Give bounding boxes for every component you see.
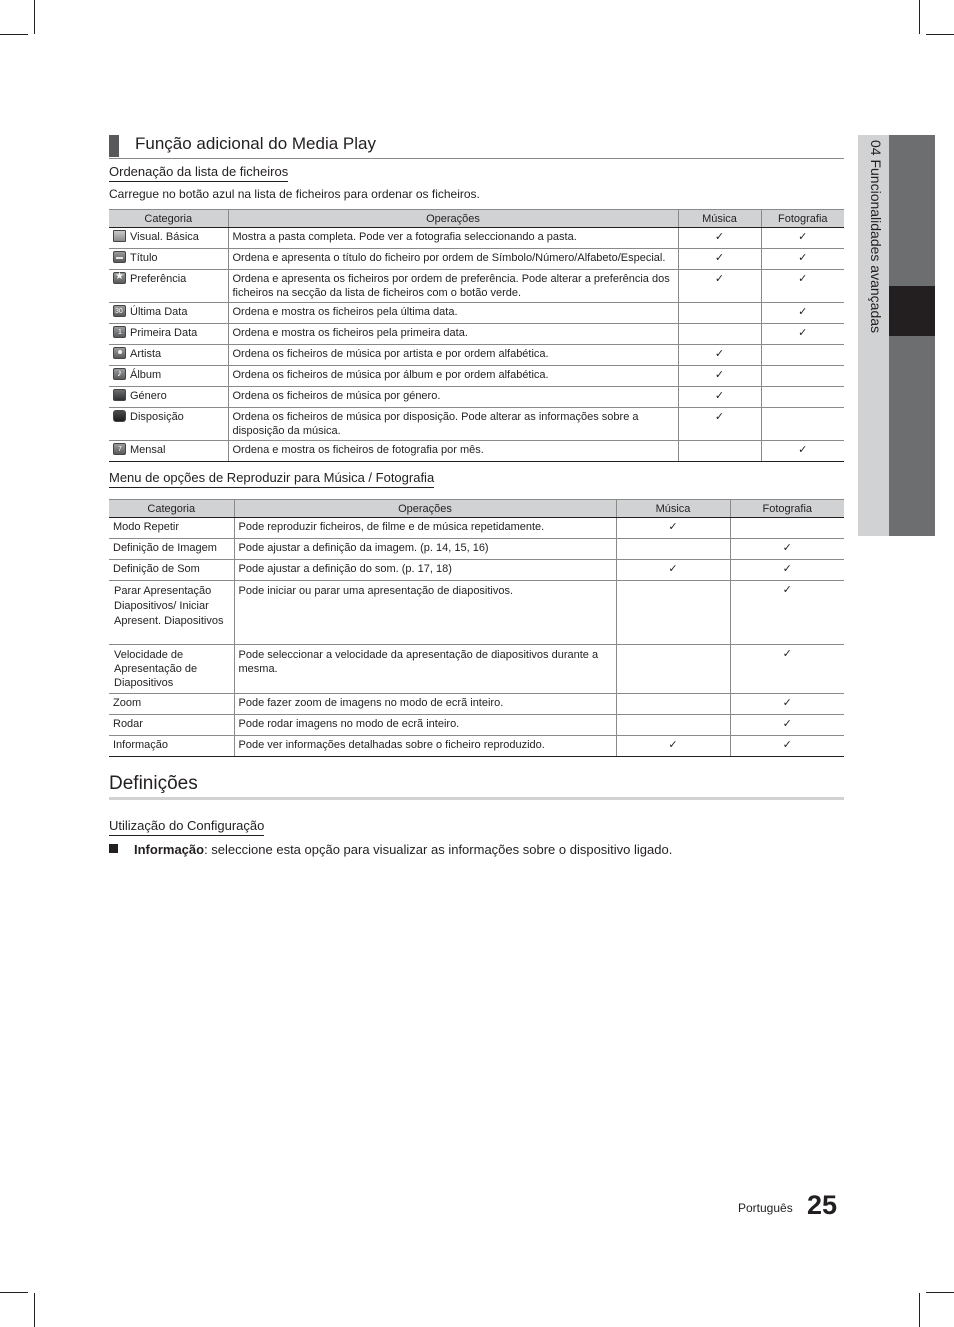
category-cell: Informação [109, 736, 234, 757]
table-row [109, 324, 844, 345]
operation-cell: Pode seleccionar a velocidade da apresentação de diapositivos durante a mesma. [234, 645, 616, 694]
category-label: Mensal [130, 444, 166, 456]
operation-cell: Ordena e apresenta o título do ficheiro por ordem de Símbolo/Número/Alfabeto/Especial. [228, 249, 678, 270]
photo-check: ✓ [730, 694, 844, 715]
folder-icon [113, 230, 126, 242]
table-header-row [109, 210, 844, 228]
music-check [616, 645, 730, 694]
operation-cell: Mostra a pasta completa. Pode ver a fotografia seleccionando a pasta. [228, 228, 678, 249]
title-icon [113, 251, 126, 263]
column-header: Música [616, 500, 730, 518]
table-row [109, 441, 844, 462]
category-label: Visual. Básica [130, 231, 199, 243]
photo-check [761, 387, 844, 408]
column-header: Categoria [109, 210, 228, 228]
crop-mark [919, 0, 920, 34]
category-cell [109, 366, 228, 387]
table-row [109, 387, 844, 408]
crop-mark [0, 1292, 28, 1293]
photo-check: ✓ [761, 228, 844, 249]
operation-cell: Ordena os ficheiros de música por artista e por ordem alfabética. [228, 345, 678, 366]
definitions-rule [109, 797, 844, 800]
category-cell: Zoom [109, 694, 234, 715]
table-header-row [109, 500, 844, 518]
category-label: Álbum [130, 369, 162, 381]
operation-cell: Ordena os ficheiros de música por disposição. Pode alterar as informações sobre a disposição da música. [228, 408, 678, 441]
photo-check: ✓ [730, 715, 844, 736]
music-check [678, 303, 761, 324]
sort-list-heading: Ordenação da lista de ficheiros [109, 164, 288, 182]
operation-cell: Ordena os ficheiros de música por género. [228, 387, 678, 408]
category-cell: Modo Repetir [109, 518, 234, 539]
music-check: ✓ [678, 270, 761, 303]
table-row [109, 408, 844, 441]
table-row [109, 228, 844, 249]
category-cell [109, 303, 228, 324]
genre-icon [113, 389, 126, 401]
crop-mark [34, 0, 35, 34]
table-row [109, 715, 844, 736]
category-label: Artista [130, 348, 162, 360]
category-cell: Rodar [109, 715, 234, 736]
table-row [109, 581, 844, 645]
photo-check: ✓ [730, 736, 844, 757]
column-header: Música [678, 210, 761, 228]
table-row [109, 560, 844, 581]
column-header: Categoria [109, 500, 234, 518]
category-label: Preferência [130, 273, 187, 285]
music-check [616, 715, 730, 736]
footer-language: Português [738, 1201, 793, 1215]
music-check: ✓ [678, 249, 761, 270]
category-cell [109, 345, 228, 366]
bullet-label: Informação [134, 842, 205, 857]
category-label: Género [130, 390, 167, 402]
crop-mark [0, 34, 28, 35]
music-check [616, 694, 730, 715]
category-cell: Parar Apresentação Diapositivos/ Iniciar Apresent. Diapositivos [109, 581, 234, 645]
category-cell [109, 324, 228, 345]
music-check: ✓ [678, 408, 761, 441]
operation-cell: Pode ajustar a definição da imagem. (p. 14, 15, 16) [234, 539, 616, 560]
category-label: Primeira Data [130, 327, 198, 339]
sort-list-intro: Carregue no botão azul na lista de ficheiros para ordenar os ficheiros. [109, 187, 480, 201]
column-header: Operações [234, 500, 616, 518]
operation-cell: Ordena os ficheiros de música por álbum e por ordem alfabética. [228, 366, 678, 387]
photo-check: ✓ [761, 249, 844, 270]
category-cell [109, 441, 228, 462]
category-cell [109, 270, 228, 303]
chapter-label: 04 Funcionalidades avançadas [868, 140, 884, 334]
calendar-earliest-icon [113, 326, 126, 338]
operation-cell: Pode ver informações detalhadas sobre o ficheiro reproduzido. [234, 736, 616, 757]
album-icon [113, 368, 126, 380]
section-bar [109, 135, 119, 157]
music-check: ✓ [616, 736, 730, 757]
music-check: ✓ [678, 366, 761, 387]
photo-check: ✓ [730, 645, 844, 694]
category-cell: Velocidade de Apresentação de Diapositivos [109, 645, 234, 694]
category-cell [109, 408, 228, 441]
operation-cell: Pode fazer zoom de imagens no modo de ecrã inteiro. [234, 694, 616, 715]
category-cell: Definição de Som [109, 560, 234, 581]
section-title: Função adicional do Media Play [135, 134, 376, 153]
operation-cell: Ordena e apresenta os ficheiros por ordem de preferência. Pode alterar a preferência dos ficheiros na secção da lista de ficheiros com o botão verde. [228, 270, 678, 303]
table-row [109, 539, 844, 560]
operation-cell: Pode ajustar a definição do som. (p. 17, 18) [234, 560, 616, 581]
definitions-title: Definições [109, 773, 198, 794]
photo-check [761, 366, 844, 387]
category-label: Título [130, 252, 158, 264]
music-check [616, 581, 730, 645]
operation-cell: Pode iniciar ou parar uma apresentação de diapositivos. [234, 581, 616, 645]
operation-cell: Ordena e mostra os ficheiros pela última data. [228, 303, 678, 324]
calendar-latest-icon [113, 305, 126, 317]
table-row [109, 736, 844, 757]
photo-check [761, 408, 844, 441]
page-number: 25 [807, 1190, 838, 1220]
table-row [109, 345, 844, 366]
play-menu-table [109, 499, 844, 757]
category-cell [109, 249, 228, 270]
bullet-square-icon [109, 844, 118, 853]
music-check [616, 539, 730, 560]
category-label: Disposição [130, 411, 184, 423]
music-check: ✓ [678, 228, 761, 249]
table-row [109, 270, 844, 303]
crop-mark [34, 1293, 35, 1327]
column-header: Operações [228, 210, 678, 228]
photo-check: ✓ [730, 539, 844, 560]
operation-cell: Ordena e mostra os ficheiros pela primeira data. [228, 324, 678, 345]
photo-check: ✓ [730, 560, 844, 581]
column-header: Fotografia [761, 210, 844, 228]
category-cell [109, 228, 228, 249]
sort-list-table [109, 209, 844, 462]
crop-mark [926, 34, 954, 35]
category-cell: Definição de Imagem [109, 539, 234, 560]
bullet-item [109, 842, 672, 858]
music-check: ✓ [678, 387, 761, 408]
music-check [678, 324, 761, 345]
category-cell [109, 387, 228, 408]
photo-check: ✓ [761, 270, 844, 303]
settings-heading: Utilização do Configuração [109, 818, 264, 836]
bullet-text: : seleccione esta opção para visualizar as informações sobre o dispositivo ligado. [204, 842, 673, 857]
photo-check: ✓ [761, 324, 844, 345]
photo-check [761, 345, 844, 366]
music-check: ✓ [616, 518, 730, 539]
operation-cell: Pode rodar imagens no modo de ecrã inteiro. [234, 715, 616, 736]
monthly-icon [113, 443, 126, 455]
table-row [109, 303, 844, 324]
operation-cell: Pode reproduzir ficheiros, de filme e de música repetidamente. [234, 518, 616, 539]
table-row [109, 645, 844, 694]
chapter-tab-marker [889, 286, 935, 336]
column-header: Fotografia [730, 500, 844, 518]
music-check: ✓ [678, 345, 761, 366]
photo-check: ✓ [730, 581, 844, 645]
music-check [678, 441, 761, 462]
table-row [109, 694, 844, 715]
music-check: ✓ [616, 560, 730, 581]
table-row [109, 366, 844, 387]
operation-cell: Ordena e mostra os ficheiros de fotografia por mês. [228, 441, 678, 462]
crop-mark [926, 1292, 954, 1293]
category-label: Última Data [130, 306, 188, 318]
mood-icon [113, 410, 126, 422]
star-icon [113, 272, 126, 284]
photo-check [730, 518, 844, 539]
section-header [109, 134, 844, 159]
play-menu-heading: Menu de opções de Reproduzir para Música / Fotografia [109, 470, 434, 488]
photo-check: ✓ [761, 303, 844, 324]
table-row [109, 518, 844, 539]
photo-check: ✓ [761, 441, 844, 462]
artist-icon [113, 347, 126, 359]
crop-mark [919, 1293, 920, 1327]
table-row [109, 249, 844, 270]
